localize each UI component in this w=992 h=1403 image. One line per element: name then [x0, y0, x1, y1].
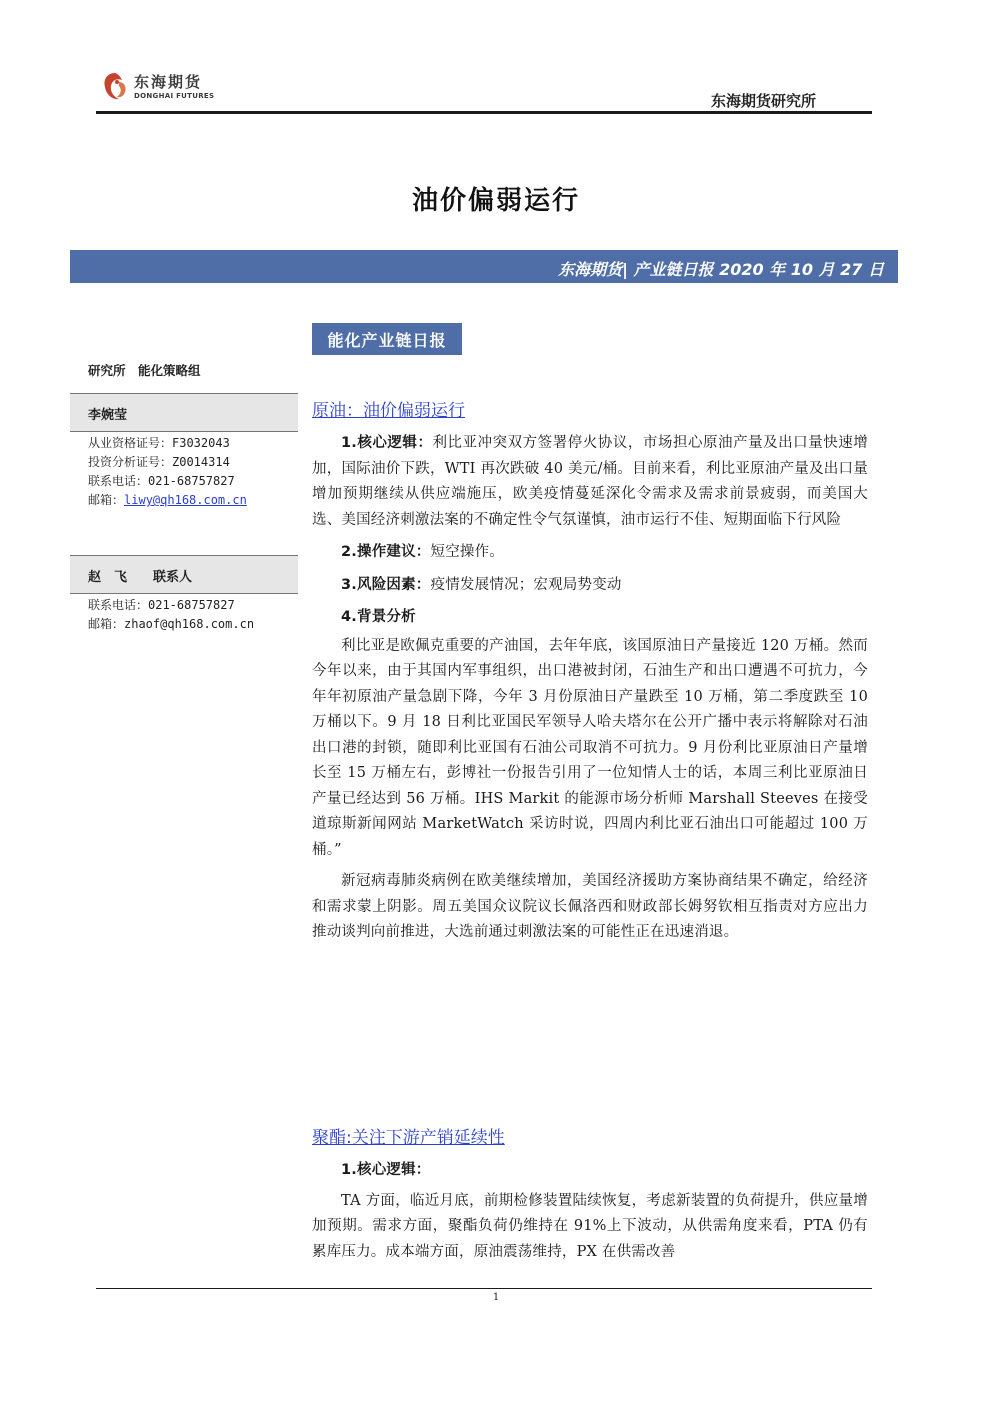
crude-heading[interactable]: 原油：油价偏弱运行 [312, 401, 465, 421]
polyester-core-heading [312, 1158, 868, 1184]
crude-op-paragraph [312, 540, 868, 566]
report-title: 油价偏弱运行 [411, 186, 580, 216]
risk-text: 疫情发展情况；宏观局势变动 [430, 576, 622, 593]
dragon-logo-icon [100, 70, 130, 104]
bg-label: 4.背景分析 [341, 609, 416, 625]
crude-bg-heading [312, 605, 868, 631]
analyst1-info [88, 434, 247, 510]
analyst2-info [88, 596, 254, 634]
header-rule [96, 111, 872, 114]
footer-rule [96, 1288, 872, 1289]
analyst1-email-row [88, 491, 247, 510]
analyst1-invest-cert: 投资分析证号：Z0014314 [88, 455, 230, 469]
logo-en-text: DONGHAI FUTURES [134, 91, 215, 100]
company-logo [100, 70, 230, 104]
analyst2-email: 邮箱：zhaof@qh168.com.cn [88, 617, 255, 631]
op-label: 2.操作建议： [341, 544, 431, 560]
crude-core-paragraph [312, 431, 868, 533]
analyst2-phone: 联系电话：021-68757827 [88, 598, 235, 612]
core-logic-text: 利比亚冲突双方签署停火协议，市场担心原油产量及出口量快速增加，国际油价下跌，WTI 再次跌破 40 美元/桶。目前来看，利比亚原油产量及出口量增加预期继续从供应端施压，欧美疫情蔓延深化令需求及需求前景疲弱，而美国大选、美国经济刺激法案的不确定性令气氛谨慎，油市运行不佳、短期面临下行风险 [312, 435, 868, 528]
sidebar-rule [70, 593, 298, 594]
crude-section [312, 396, 868, 946]
crude-risk-paragraph [312, 573, 868, 599]
risk-label: 3.风险因素： [341, 576, 431, 593]
institute-name: 东海期货研究所 [710, 92, 816, 110]
analyst2-name: 赵 飞 联系人 [88, 570, 193, 585]
op-text: 短空操作。 [430, 544, 504, 560]
polyester-paragraph: TA 方面，临近月底，前期检修装置陆续恢复，考虑新装置的负荷提升，供应量增加预期。需求方面，聚酯负荷仍维持在 91%上下波动，从供需角度来看，PTA 仍有累库压力。成本端方面，原油震荡维持，PX 在供需改善 [312, 1192, 868, 1260]
polyester-heading[interactable]: 聚酯:关注下游产销延续性 [312, 1128, 505, 1148]
polyester-section [312, 1123, 868, 1265]
banner-text: 东海期货| 产业链日报 2020 年 10 月 27 日 [558, 260, 884, 279]
polyester-core-label: 1.核心逻辑： [341, 1162, 431, 1178]
analyst1-email-link[interactable]: liwy@qh168.com.cn [124, 493, 247, 507]
core-logic-label: 1.核心逻辑： [341, 435, 433, 451]
analyst1-cert: 从业资格证号：F3032043 [88, 436, 230, 450]
section-tag: 能化产业链日报 [312, 323, 462, 355]
analyst1-name: 李婉莹 [88, 408, 128, 423]
analyst1-phone: 联系电话：021-68757827 [88, 474, 235, 488]
department-label: 研究所 能化策略组 [88, 363, 201, 378]
logo-cn-text: 东海期货 [134, 72, 203, 91]
sidebar-rule [70, 431, 298, 432]
email-label: 邮箱： [88, 493, 125, 507]
crude-bg-paragraph-1: 利比亚是欧佩克重要的产油国，去年年底，该国原油日产量接近 120 万桶。然而今年以来，由于其国内军事组织，出口港被封闭，石油生产和出口遭遇不可抗力，今年年初原油产量急剧下降，今年 3 月份原油日产量跌至 10 万桶，第二季度跌至 10 万桶以下。9 月 18 日利比亚国民军领导人哈夫塔尔在公开广播中表示将解除对石油出口港的封锁，随即利比亚国有石油公司取消不可抗力。9 月份利比亚原油日产量增长至 15 万桶左右，彭博社一份报告引用了一位知情人士的话，本周三利比亚原油日产量已经达到 56 万桶。IHS Markit 的能源市场分析师 Marshall Steeves 在接受道琼斯新闻网站 MarketWatch 采访时说，四周内利比亚石油出口可能超过 100 万桶。” [312, 637, 868, 858]
crude-bg-paragraph-2: 新冠病毒肺炎病例在欧美继续增加，美国经济援助方案协商结果不确定，给经济和需求蒙上阴影。周五美国众议院议长佩洛西和财政部长姆努钦相互指责对方应出力推动谈判向前推进，大选前通过刺激法案的可能性正在迅速消退。 [312, 873, 868, 940]
page-number: 1 [492, 1292, 500, 1303]
